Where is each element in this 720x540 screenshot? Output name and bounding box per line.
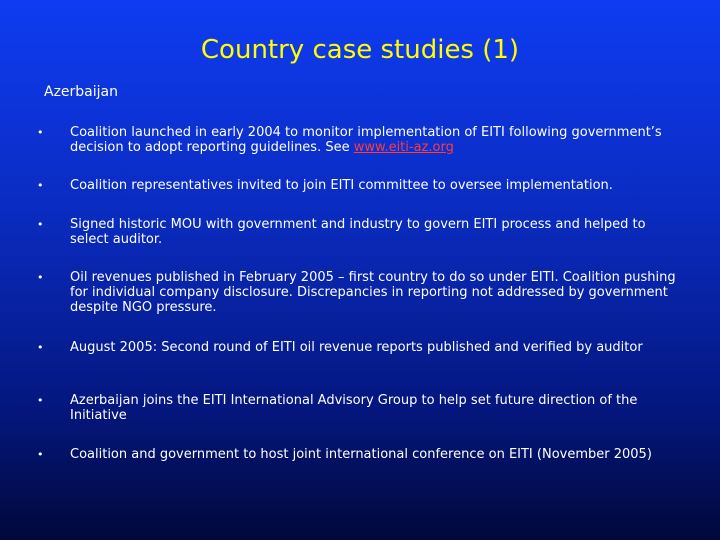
- bullet-marker: •: [37, 271, 44, 284]
- bullet-item: [36, 125, 676, 155]
- bullet-marker: •: [37, 218, 44, 231]
- bullet-item: [36, 393, 676, 423]
- bullet-marker: •: [37, 126, 44, 139]
- bullet-text: Signed historic MOU with government and industry to govern EITI process and helped to select auditor.: [70, 217, 646, 247]
- eiti-az-link[interactable]: www.eiti-az.org: [353, 140, 454, 155]
- bullet-item: [36, 447, 676, 462]
- bullet-text: August 2005: Second round of EITI oil revenue reports published and verified by auditor: [70, 340, 643, 355]
- bullet-marker: •: [37, 394, 44, 407]
- bullet-marker: •: [37, 179, 44, 192]
- bullet-text: Oil revenues published in February 2005 – first country to do so under EITI. Coalition pushing for individual company disclosure. Discrepancies in reporting not addressed by government despite NGO pressure.: [70, 270, 676, 315]
- bullet-item: [36, 178, 676, 193]
- bullet-item: [36, 270, 676, 315]
- bullet-marker: •: [37, 448, 44, 461]
- bullet-item: [36, 340, 676, 355]
- slide-subtitle: Azerbaijan: [44, 84, 118, 100]
- bullet-item: [36, 217, 676, 247]
- bullet-text: Azerbaijan joins the EITI International Advisory Group to help set future direction of the Initiative: [70, 393, 638, 423]
- slide-title: Country case studies (1): [200, 35, 520, 65]
- bullet-text: Coalition launched in early 2004 to monitor implementation of EITI following government’s decision to adopt reporting guidelines. See www.eiti-az.org: [70, 125, 662, 155]
- bullet-text: Coalition and government to host joint international conference on EITI (November 2005): [70, 447, 652, 462]
- bullet-text: Coalition representatives invited to join EITI committee to oversee implementation.: [70, 178, 613, 193]
- bullet-marker: •: [37, 341, 44, 354]
